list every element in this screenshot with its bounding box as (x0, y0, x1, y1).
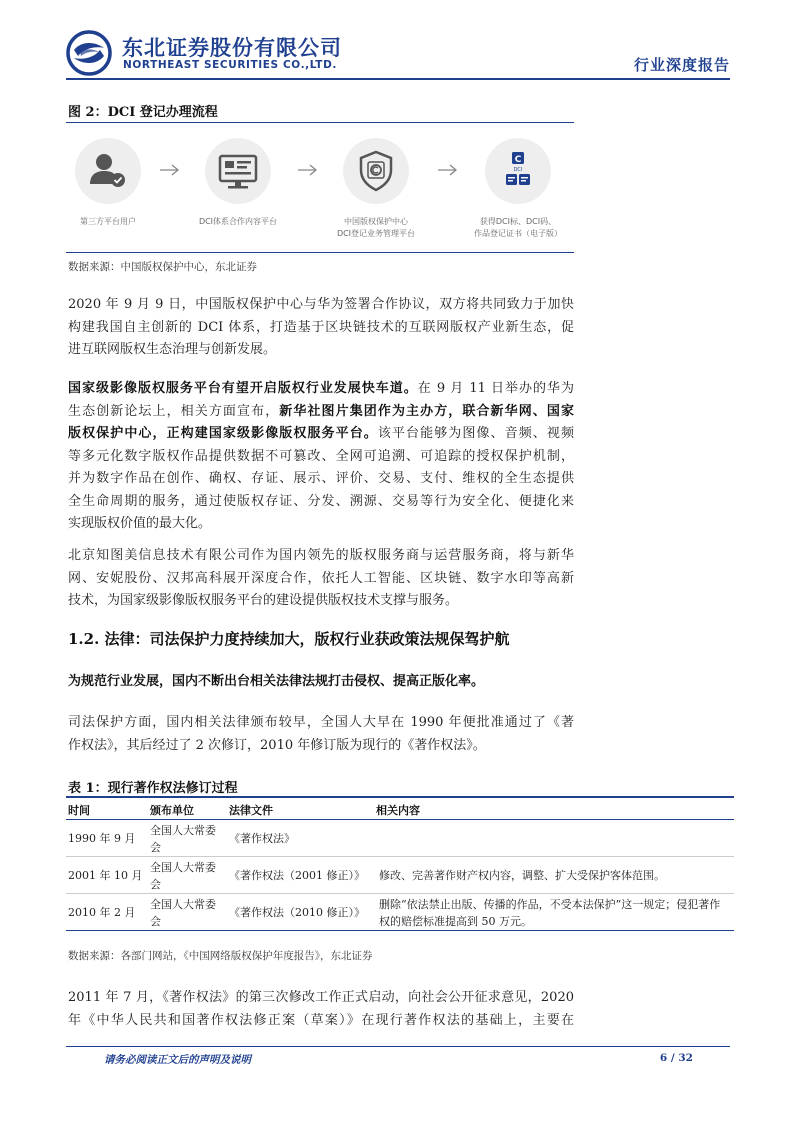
footer-divider (66, 1046, 730, 1047)
step-label: DCI体系合作内容平台 (198, 217, 278, 226)
company-logo-icon (66, 30, 112, 76)
copyright-shield-icon (343, 138, 409, 204)
dci-process-flow (66, 130, 574, 248)
table-source: 数据来源：各部门网站，《中国网络版权保护年度报告》，东北证券 (68, 950, 373, 962)
svg-text:C: C (514, 155, 522, 165)
flow-step-content-platform (188, 138, 288, 228)
flow-step-dci-certificate (468, 138, 568, 240)
document-type: 行业深度报告 (633, 56, 730, 74)
figure-title: 图 2：DCI 登记办理流程 (68, 105, 218, 120)
copyright-law-table (66, 796, 734, 931)
company-name-en: NORTHEAST SECURITIES CO.,LTD. (123, 59, 337, 71)
section-lead: 为规范行业发展，国内不断出台相关法律法规打击侵权、提高正版化率。 (68, 674, 485, 689)
page-number: 6 / 32 (659, 1052, 693, 1064)
step-label: 第三方平台用户 (80, 217, 136, 226)
flow-step-third-party-user (58, 138, 158, 228)
paragraph-zhitumei: 北京知图美信息技术有限公司作为国内领先的版权服务商与运营服务商，将与新华 网、安妮股份、汉邦高科展开深度合作，依托人工智能、区块链、数字水印等高新 技术，为国家级影像版权服务平台的建设提供版权技术支撑与服务。 (68, 548, 574, 608)
paragraph-third-revision: 2011 年 7 月，《著作权法》的第三次修改工作正式启动，向社会公开征求意见，2020 年《中华人民共和国著作权法修正案（草案）》在现行著作权法的基础上，主要在 (68, 990, 574, 1028)
company-name-cn: 东北证券股份有限公司 (122, 36, 342, 60)
step-circle (205, 138, 271, 204)
arrow-right-icon (158, 162, 182, 178)
table-title: 表 1：现行著作权法修订过程 (68, 781, 238, 796)
paragraph-judicial: 司法保护方面，国内相关法律颁布较早，全国人大早在 1990 年便批准通过了《著 作权法》，其后经过了 2 次修订，2010 年修订版为现行的《著作权法》。 (68, 715, 574, 753)
step-circle (485, 138, 551, 204)
arrow-right-icon (296, 162, 320, 178)
paragraph-dci-huawei: 2020 年 9 月 9 日，中国版权保护中心与华为签署合作协议，双方将共同致力于加快 构建我国自主创新的 DCI 体系，打造基于区块链技术的互联网版权产业新生态，促 进互联网版权生态治理与创新发展。 (68, 297, 574, 357)
footer-disclaimer: 请务必阅读正文后的声明及说明 (104, 1054, 251, 1066)
page-header (66, 28, 730, 78)
step-label: 中国版权保护中心 DCI登记业务管理平台 (336, 217, 416, 238)
user-check-icon (75, 138, 141, 204)
step-circle (75, 138, 141, 204)
figure-source: 数据来源：中国版权保护中心，东北证券 (68, 261, 257, 273)
table-row: 2010 年 2 月 全国人大常委会 《著作权法（2010 修正）》 删除“依法禁止出版、传播的作品，不受本法保护”这一规定；侵犯著作权的赔偿标准提高到 50 万元。 (66, 894, 734, 931)
section-heading: 1.2. 法律：司法保护力度持续加大，版权行业获政策法规保驾护航 (68, 630, 510, 648)
figure-top-rule (66, 122, 574, 123)
dci-certificate-icon (485, 138, 551, 204)
monitor-icon (205, 138, 271, 204)
step-label: 获得DCI标、DCI码、 作品登记证书（电子版） (474, 217, 562, 238)
paragraph-image-platform: 国家级影像版权服务平台有望开启版权行业发展快车道。在 9 月 11 日举办的华为 生态创新论坛上，相关方面宣布，新华社图片集团作为主办方，联合新华网、国家 版权保护中心，正构建国家级影像版权服务平台。该平台能够为图像、音频、视频 等多元化数字版权作品提供数据不可篡改、全网可追溯、可追踪的授权保护机制， 并为数字作品在创作、确权、存证、展示、评价、交易、支付、维权的全生态提供 全生命周期的服务，通过使版权存证、分发、溯源、交易等行为安全化、便捷化来 实现版权价值的最大化。 (68, 381, 574, 531)
table-row: 1990 年 9 月 全国人大常委会 《著作权法》 (66, 820, 734, 857)
arrow-right-icon (436, 162, 460, 178)
header-divider (66, 78, 730, 80)
svg-text:DCI: DCI (513, 167, 523, 173)
table-row: 2001 年 10 月 全国人大常委会 《著作权法（2001 修正）》 修改、完善著作财产权内容，调整、扩大受保护客体范围。 (66, 857, 734, 894)
step-circle (343, 138, 409, 204)
flow-step-copyright-center (326, 138, 426, 240)
table-header: 时间 颁布单位 法律文件 相关内容 (66, 796, 734, 820)
figure-bottom-rule (66, 252, 574, 253)
